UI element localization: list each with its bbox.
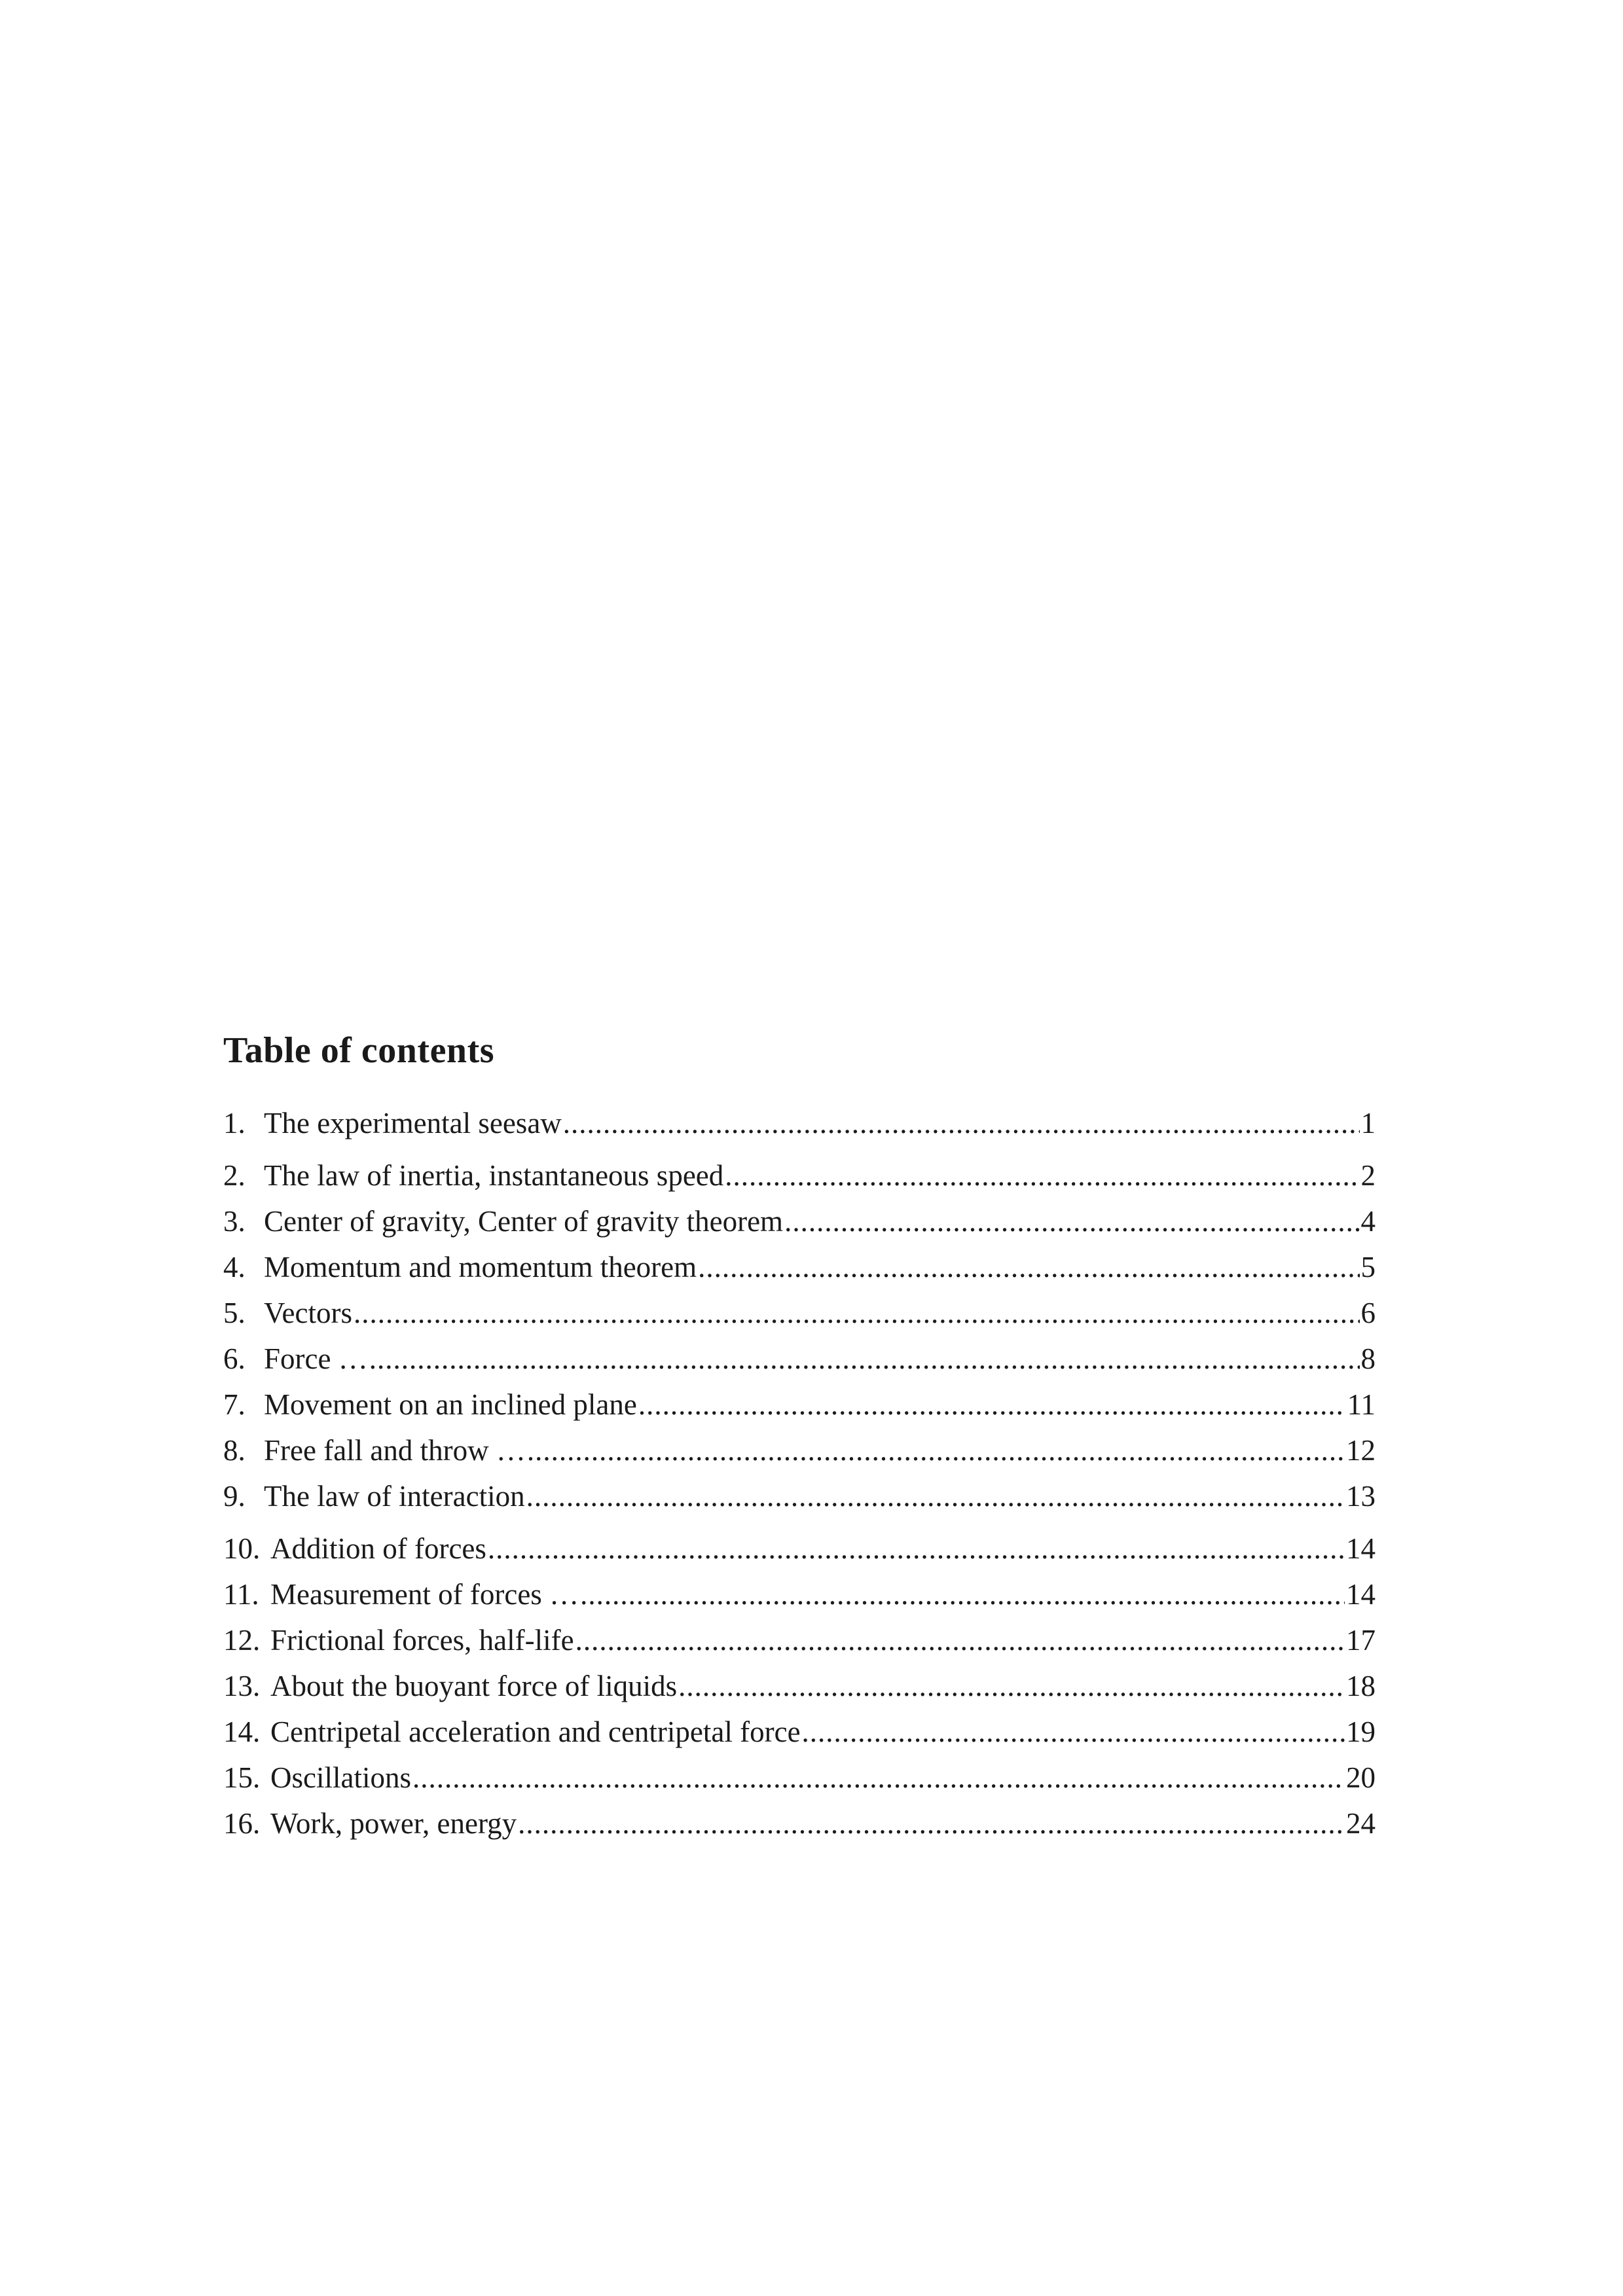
toc-page-number: 2 <box>1360 1159 1376 1192</box>
toc-list <box>223 1100 1376 1846</box>
toc-dot-leader <box>563 1100 1360 1146</box>
toc-dot-leader <box>488 1526 1345 1571</box>
toc-entry-title: Force … <box>264 1342 368 1375</box>
toc-entry-title: Work, power, energy <box>270 1807 517 1840</box>
toc-entry-number: 3. <box>223 1205 246 1238</box>
toc-entry-number: 2. <box>223 1159 246 1192</box>
toc-entry-number: 4. <box>223 1251 246 1283</box>
toc-dot-leader <box>678 1663 1345 1709</box>
toc-entry-number: 13. <box>223 1670 261 1702</box>
toc-entry-number: 1. <box>223 1107 246 1139</box>
toc-page-number: 14 <box>1346 1578 1376 1611</box>
toc-entry-14[interactable] <box>223 1709 1376 1755</box>
toc-entry-13[interactable] <box>223 1663 1376 1709</box>
table-of-contents <box>223 1024 1376 1846</box>
toc-dot-leader <box>575 1617 1345 1663</box>
toc-dot-leader <box>580 1571 1345 1617</box>
toc-entry-number: 7. <box>223 1388 246 1421</box>
toc-entry-title: The experimental seesaw <box>264 1107 562 1139</box>
toc-entry-number: 5. <box>223 1297 246 1329</box>
toc-dot-leader <box>354 1290 1360 1336</box>
toc-entry-title: The law of inertia, instantaneous speed <box>264 1159 724 1192</box>
toc-page-number: 6 <box>1360 1297 1376 1329</box>
toc-dot-leader <box>526 1473 1345 1519</box>
toc-entry-number: 15. <box>223 1761 261 1794</box>
toc-entry-title: Center of gravity, Center of gravity theorem <box>264 1205 784 1238</box>
toc-entry-title: About the buoyant force of liquids <box>270 1670 678 1702</box>
toc-entry-2[interactable] <box>223 1153 1376 1198</box>
toc-entry-3[interactable] <box>223 1198 1376 1244</box>
toc-entry-title: Frictional forces, half-life <box>270 1624 574 1657</box>
toc-entry-16[interactable] <box>223 1801 1376 1846</box>
toc-dot-leader <box>725 1153 1359 1198</box>
toc-title: Table of contents <box>223 1030 495 1071</box>
toc-entry-10[interactable] <box>223 1526 1376 1571</box>
toc-entry-8[interactable] <box>223 1427 1376 1473</box>
toc-page-number: 18 <box>1346 1670 1376 1702</box>
toc-entry-title: Addition of forces <box>270 1532 486 1565</box>
toc-page-number: 17 <box>1346 1624 1376 1657</box>
toc-entry-11[interactable] <box>223 1571 1376 1617</box>
toc-entry-title: The law of interaction <box>264 1480 525 1513</box>
toc-entry-6[interactable] <box>223 1336 1376 1382</box>
toc-dot-leader <box>784 1198 1359 1244</box>
toc-entry-number: 11. <box>223 1578 259 1611</box>
toc-page-number: 1 <box>1360 1107 1376 1139</box>
toc-entry-title: Movement on an inclined plane <box>264 1388 637 1421</box>
toc-page-number: 20 <box>1346 1761 1376 1794</box>
toc-entry-5[interactable] <box>223 1290 1376 1336</box>
toc-entry-4[interactable] <box>223 1244 1376 1290</box>
toc-entry-title: Vectors <box>264 1297 352 1329</box>
toc-entry-1[interactable] <box>223 1100 1376 1146</box>
toc-page-number: 4 <box>1360 1205 1376 1238</box>
toc-dot-leader <box>518 1801 1345 1846</box>
toc-entry-9[interactable] <box>223 1473 1376 1519</box>
toc-page-number: 19 <box>1346 1715 1376 1748</box>
toc-page-number: 24 <box>1346 1807 1376 1840</box>
toc-entry-number: 12. <box>223 1624 261 1657</box>
toc-dot-leader <box>698 1244 1359 1290</box>
toc-entry-number: 14. <box>223 1715 261 1748</box>
toc-entry-number: 6. <box>223 1342 246 1375</box>
toc-entry-number: 8. <box>223 1434 246 1467</box>
toc-entry-title: Centripetal acceleration and centripetal force <box>270 1715 801 1748</box>
toc-page-number: 12 <box>1346 1434 1376 1467</box>
toc-entry-title: Oscillations <box>270 1761 411 1794</box>
toc-entry-number: 9. <box>223 1480 246 1513</box>
toc-entry-title: Measurement of forces … <box>270 1578 579 1611</box>
toc-page-number: 5 <box>1360 1251 1376 1283</box>
toc-entry-title: Momentum and momentum theorem <box>264 1251 697 1283</box>
toc-entry-number: 16. <box>223 1807 261 1840</box>
toc-page-number: 13 <box>1346 1480 1376 1513</box>
toc-entry-12[interactable] <box>223 1617 1376 1663</box>
toc-dot-leader <box>802 1709 1345 1755</box>
toc-dot-leader <box>638 1382 1346 1427</box>
toc-dot-leader <box>527 1427 1345 1473</box>
toc-dot-leader <box>412 1755 1345 1801</box>
toc-entry-title: Free fall and throw … <box>264 1434 526 1467</box>
toc-entry-number: 10. <box>223 1532 261 1565</box>
toc-dot-leader <box>369 1336 1360 1382</box>
toc-page-number: 14 <box>1346 1532 1376 1565</box>
toc-entry-15[interactable] <box>223 1755 1376 1801</box>
toc-page-number: 8 <box>1360 1342 1376 1375</box>
toc-page-number: 11 <box>1347 1388 1376 1421</box>
toc-entry-7[interactable] <box>223 1382 1376 1427</box>
